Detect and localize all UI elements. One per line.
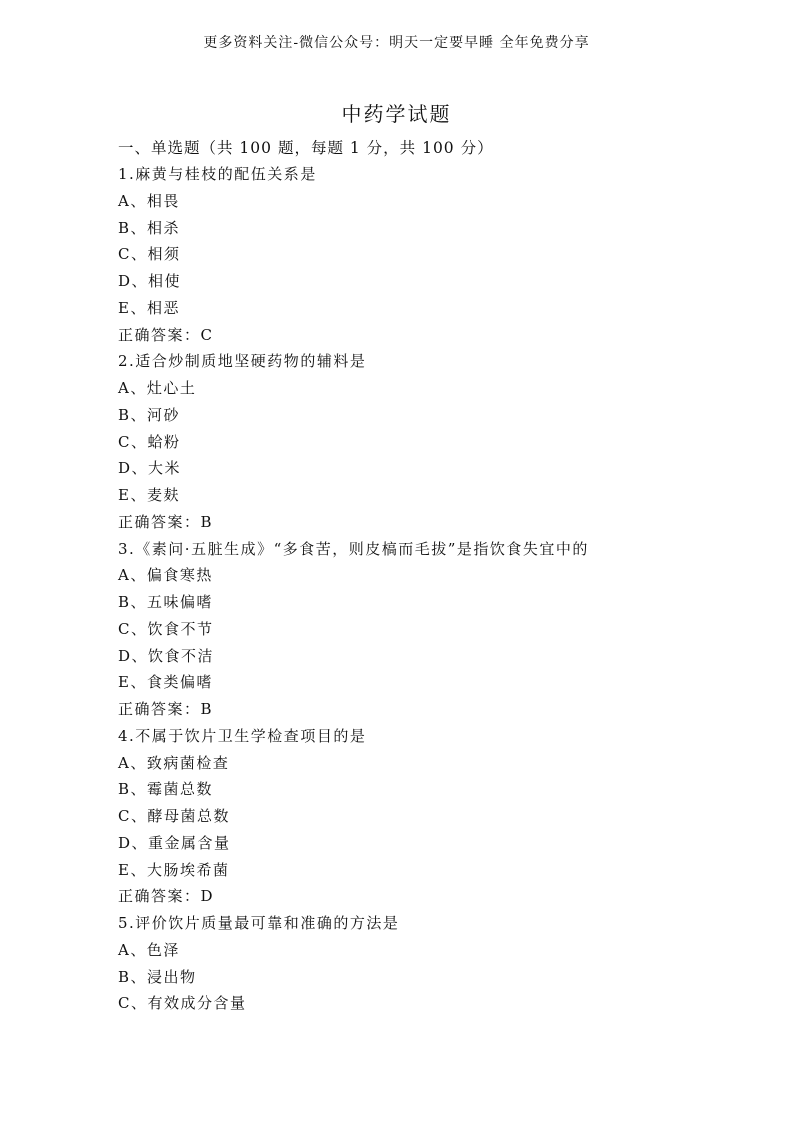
- answer-option: C、酵母菌总数: [118, 807, 230, 825]
- answer-option: A、灶心土: [118, 379, 197, 397]
- correct-answer: 正确答案：B: [118, 512, 214, 531]
- question-stem: 1.麻黄与桂枝的配伍关系是: [118, 165, 317, 183]
- correct-answer: 正确答案：B: [118, 700, 214, 718]
- answer-option: D、重金属含量: [118, 833, 231, 852]
- correct-answer: 正确答案：C: [118, 325, 214, 344]
- answer-option: E、食类偏嗜: [118, 673, 213, 692]
- question-block: [118, 348, 738, 535]
- correct-answer: 正确答案：D: [118, 887, 215, 906]
- answer-option: E、大肠埃希菌: [118, 860, 230, 879]
- document-title: 中药学试题: [341, 102, 452, 126]
- answer-option: B、相杀: [118, 218, 181, 237]
- question-stem: 2.适合炒制质地坚硬药物的辅料是: [118, 352, 367, 371]
- answer-option: C、有效成分含量: [118, 994, 247, 1013]
- answer-option: B、浸出物: [118, 967, 197, 986]
- answer-option: C、蛤粉: [118, 432, 181, 451]
- question-block: [118, 723, 738, 910]
- answer-option: E、相恶: [118, 298, 180, 317]
- answer-option: C、饮食不节: [118, 619, 214, 638]
- question-block: [118, 536, 738, 723]
- question-block: [118, 161, 738, 348]
- answer-option: C、相须: [118, 245, 181, 264]
- answer-option: B、河砂: [118, 405, 181, 424]
- question-stem: 3.《素问·五脏生成》“多食苦，则皮槁而毛拔”是指饮食失宜中的: [118, 539, 589, 558]
- answer-option: D、大米: [118, 459, 182, 478]
- answer-option: D、饮食不洁: [118, 646, 215, 665]
- answer-option: E、麦麸: [118, 486, 180, 504]
- question-list: [118, 161, 738, 1017]
- question-stem: 4.不属于饮片卫生学检查项目的是: [118, 726, 367, 745]
- answer-option: B、霉菌总数: [118, 780, 214, 799]
- answer-option: A、致病菌检查: [118, 753, 230, 772]
- section-heading: 一、单选题（共 100 题，每题 1 分，共 100 分）: [118, 139, 494, 157]
- answer-option: A、色泽: [118, 940, 180, 959]
- answer-option: A、偏食寒热: [118, 566, 213, 585]
- answer-option: D、相使: [118, 272, 182, 290]
- page-header: 更多资料关注-微信公众号：明天一定要早睡 全年免费分享: [203, 35, 590, 51]
- question-block: [118, 910, 738, 1017]
- answer-option: B、五味偏嗜: [118, 593, 214, 611]
- question-stem: 5.评价饮片质量最可靠和准确的方法是: [118, 914, 400, 932]
- answer-option: A、相畏: [118, 191, 180, 210]
